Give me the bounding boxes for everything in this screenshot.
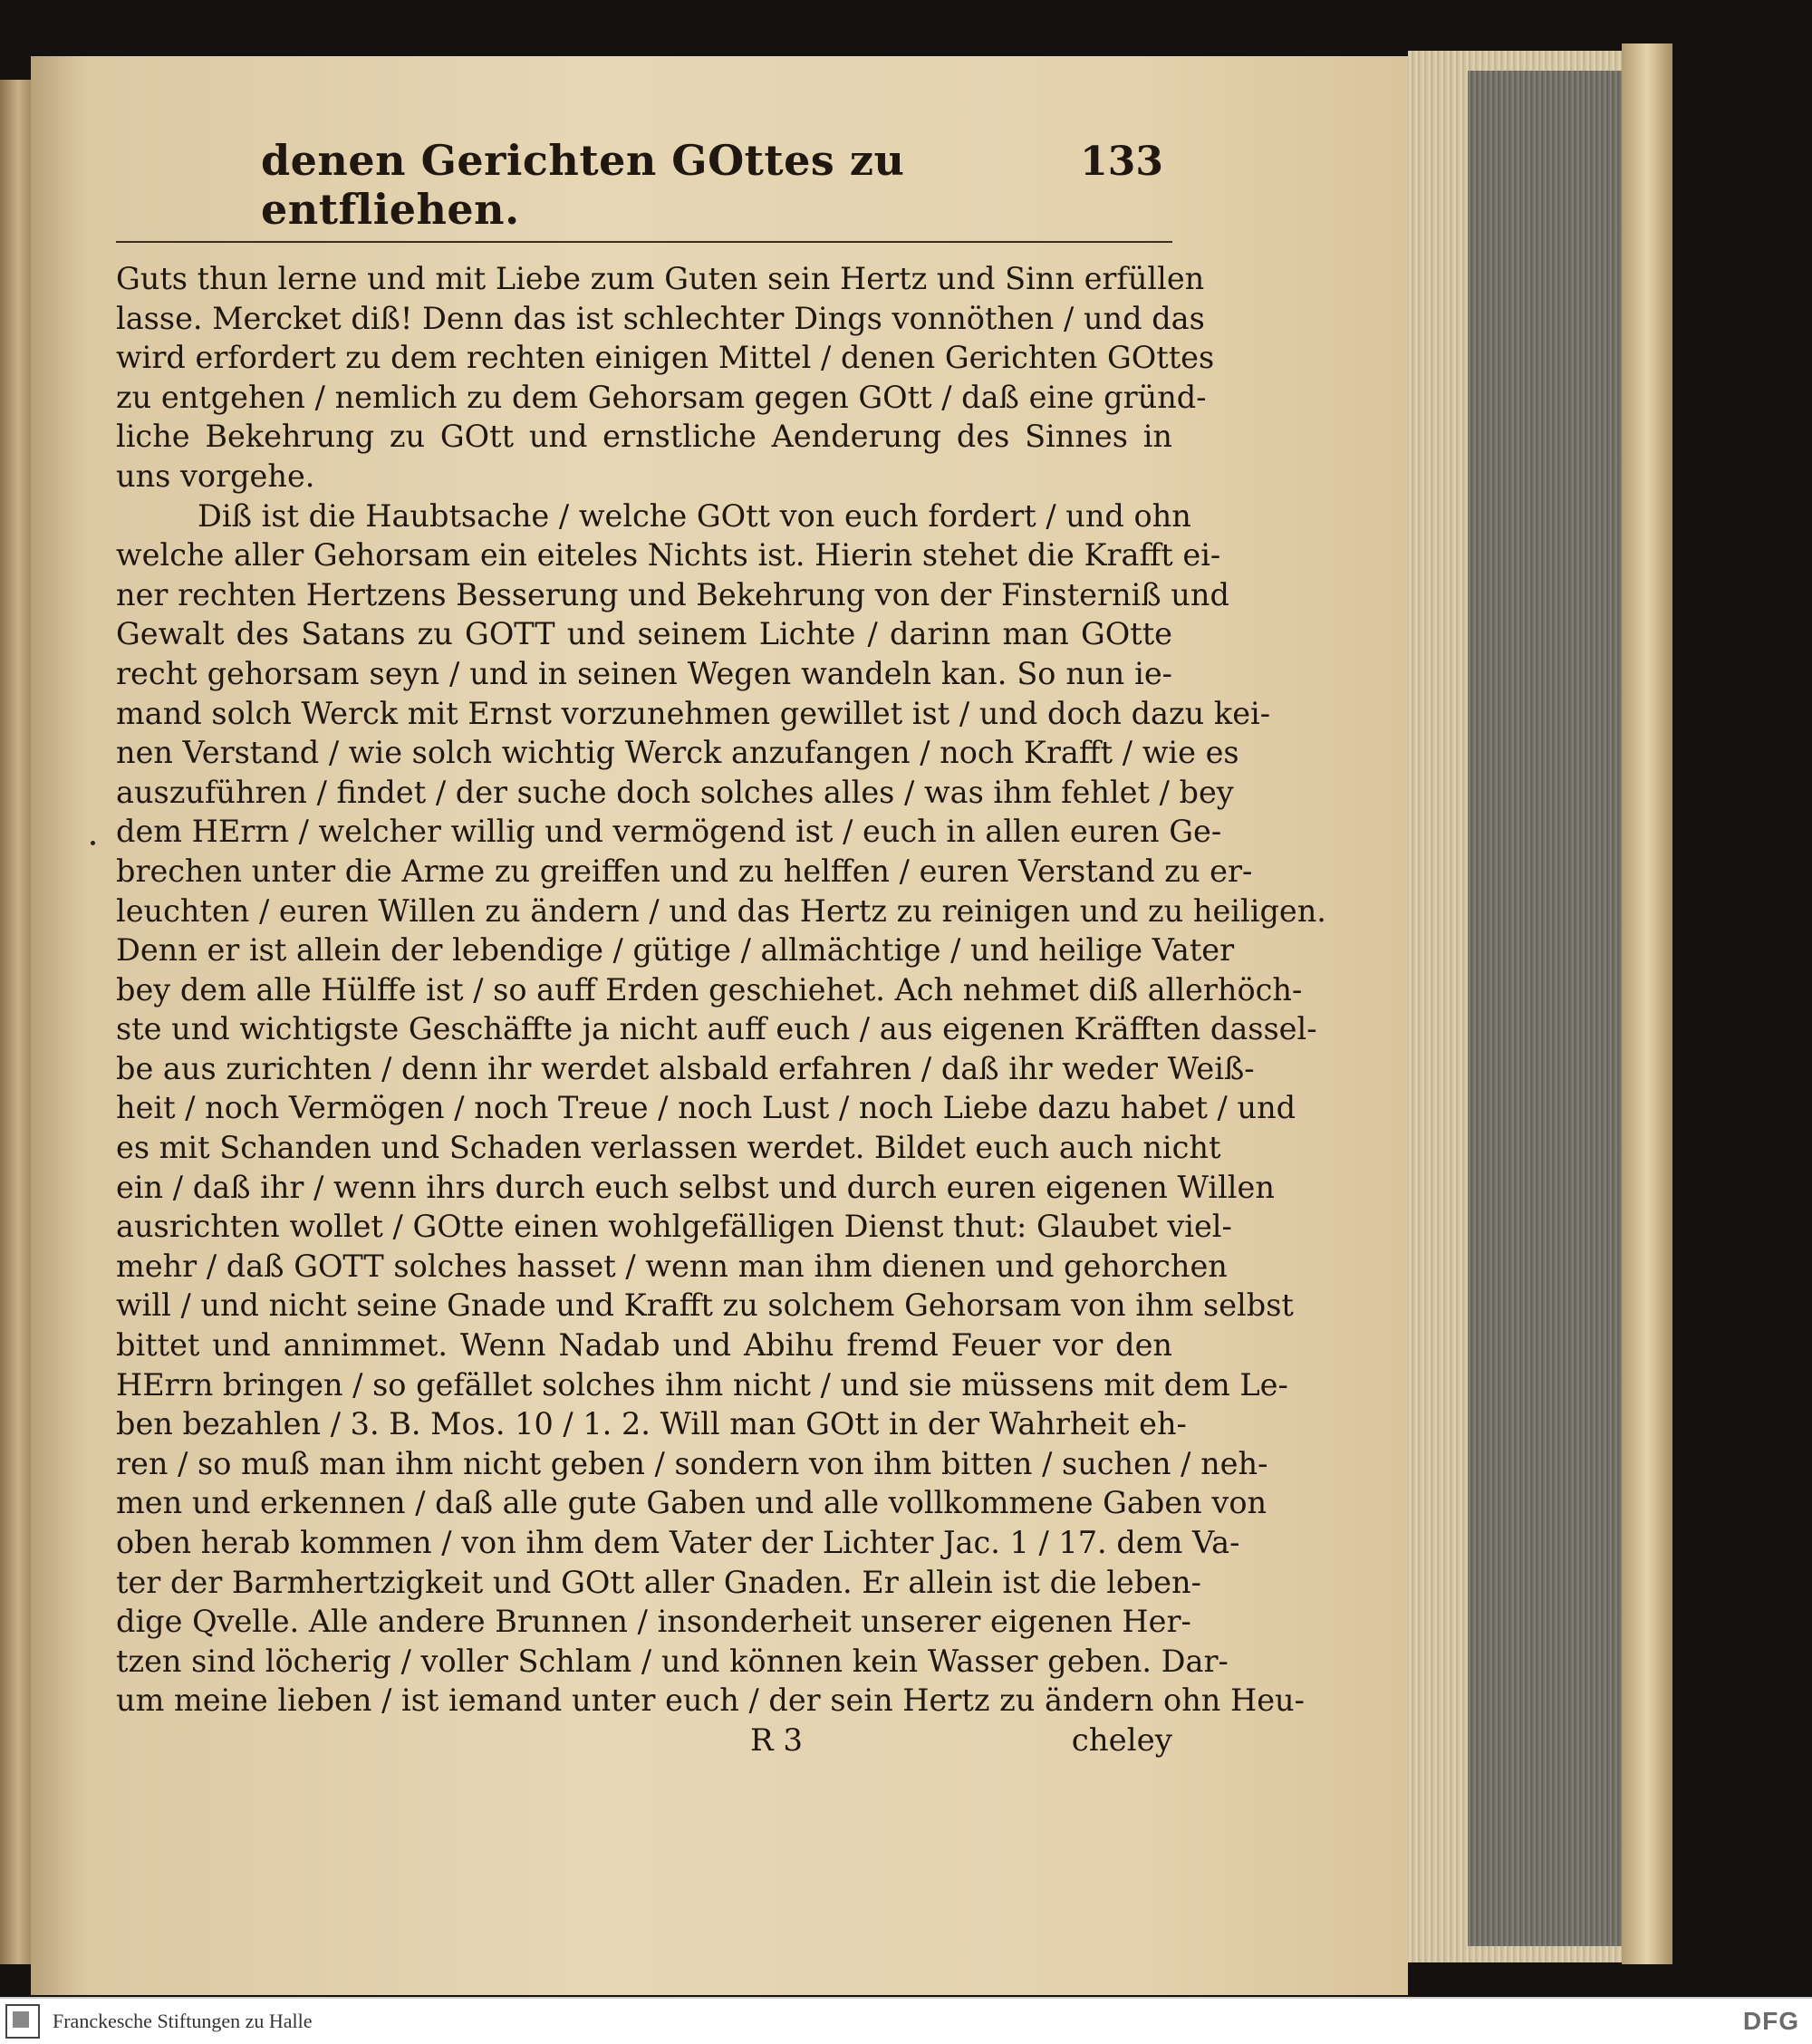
text-line: lasse. Mercket diß! Denn das ist schlechter Dings vonnöthen / und das: [116, 300, 1205, 336]
text-line: ter der Barmhertzigkeit und GOtt aller Gnaden. Er allein ist die leben-: [116, 1564, 1201, 1600]
text-line: will / und nicht seine Gnade und Krafft zu solchem Gehorsam von ihm selbst: [116, 1287, 1294, 1324]
text-line: Diß ist die Haubtsache / welche GOtt von euch fordert / und ohn: [198, 497, 1191, 534]
ink-speck: [91, 841, 95, 845]
text-line: ausrichten wollet / GOtte einen wohlgefälligen Dienst thut: Glaubet viel-: [116, 1209, 1232, 1245]
body-text: [116, 259, 1326, 1721]
dfg-logo: DFG: [1742, 2007, 1799, 2035]
text-line: leuchten / euren Willen zu ändern / und das Hertz zu reinigen und zu heiligen.: [116, 892, 1326, 929]
text-line: dem HErrn / welcher willig und vermögend ist / euch in allen euren Ge-: [116, 814, 1222, 850]
text-line: es mit Schanden und Schaden verlassen werdet. Bildet euch auch nicht: [116, 1130, 1221, 1166]
text-line: be aus zurichten / denn ihr werdet alsbald erfahren / daß ihr weder Weiß-: [116, 1050, 1255, 1086]
text-line: mehr / daß GOTT solches hasset / wenn man ihm dienen und gehorchen: [116, 1248, 1228, 1284]
catchword: cheley: [1071, 1721, 1172, 1759]
text-line: auszuführen / findet / der suche doch solches alles / was ihm fehlet / bey: [116, 774, 1234, 810]
text-line: welche aller Gehorsam ein eiteles Nichts ist. Hierin stehet die Krafft ei-: [116, 537, 1221, 574]
text-line: oben herab kommen / von ihm dem Vater der Lichter Jac. 1 / 17. dem Va-: [116, 1525, 1240, 1560]
page-stack-shadow: [1468, 71, 1622, 1946]
text-line: Guts thun lerne und mit Liebe zum Guten sein Hertz und Sinn erfüllen: [116, 261, 1205, 296]
text-line: mand solch Werck mit Ernst vorzunehmen gewillet ist / und doch dazu kei-: [116, 695, 1271, 731]
text-line: ein / daß ihr / wenn ihrs durch euch selbst und durch euren eigenen Willen: [116, 1169, 1275, 1205]
book-cover-edge: [1622, 43, 1672, 1964]
text-line: bey dem alle Hülffe ist / so auff Erden geschiehet. Ach nehmet diß allerhöch-: [116, 971, 1303, 1008]
viewer-footer: [0, 1997, 1812, 2044]
institution-name: Franckesche Stiftungen zu Halle: [53, 2010, 313, 2032]
institution-logo-icon: [0, 1999, 45, 2044]
text-line: zu entgehen / nemlich zu dem Gehorsam gegen GOtt / daß eine gründ-: [116, 379, 1207, 415]
text-line: nen Verstand / wie solch wichtig Werck anzufangen / noch Krafft / wie es: [116, 735, 1239, 771]
page-text: [116, 136, 1326, 1759]
text-line: recht gehorsam seyn / und in seinen Wegen wandeln kan. So nun ie-: [116, 655, 1172, 691]
text-line: heit / noch Vermögen / noch Treue / noch Lust / noch Liebe dazu habet / und: [116, 1090, 1296, 1126]
text-line: wird erfordert zu dem rechten einigen Mittel / denen Gerichten GOttes: [116, 340, 1215, 376]
text-line: ben bezahlen / 3. B. Mos. 10 / 1. 2. Will man GOtt in der Wahrheit eh-: [116, 1406, 1187, 1442]
text-line: Denn er ist allein der lebendige / gütige / allmächtige / und heilige Vater: [116, 932, 1235, 969]
text-line: bittet und annimmet. Wenn Nadab und Abihu fremd Feuer vor den: [116, 1327, 1172, 1364]
text-line: dige Qvelle. Alle andere Brunnen / insonderheit unserer eigenen Her-: [116, 1604, 1191, 1640]
text-line: ste und wichtigste Geschäffte ja nicht auff euch / aus eigenen Kräfften dassel-: [116, 1011, 1317, 1047]
page-number: 133: [1080, 139, 1163, 185]
page-footer: [116, 1722, 1172, 1759]
text-line: liche Bekehrung zu GOtt und ernstliche Aenderung des Sinnes in: [116, 419, 1172, 455]
running-title: denen Gerichten GOttes zu entfliehen.: [261, 136, 905, 234]
signature-mark: R 3: [750, 1721, 804, 1759]
text-line: tzen sind löcherig / voller Schlam / und können kein Wasser geben. Dar-: [116, 1643, 1229, 1679]
previous-page-edge: [0, 80, 31, 1964]
text-line: ner rechten Hertzens Besserung und Bekehrung von der Finsterniß und: [116, 576, 1229, 612]
text-line: um meine lieben / ist iemand unter euch / der sein Hertz zu ändern ohn Heu-: [116, 1682, 1305, 1719]
text-line: uns vorgehe.: [116, 458, 315, 494]
text-line: Gewalt des Satans zu GOTT und seinem Lichte / darinn man GOtte: [116, 616, 1172, 652]
running-head: [116, 136, 1172, 243]
text-line: HErrn bringen / so gefället solches ihm nicht / und sie müssens mit dem Le-: [116, 1366, 1288, 1403]
text-line: ren / so muß man ihm nicht geben / sondern von ihm bitten / suchen / neh-: [116, 1445, 1268, 1481]
text-line: men und erkennen / daß alle gute Gaben und alle vollkommene Gaben von: [116, 1485, 1267, 1521]
text-line: brechen unter die Arme zu greiffen und zu helffen / euren Verstand zu er-: [116, 853, 1253, 889]
